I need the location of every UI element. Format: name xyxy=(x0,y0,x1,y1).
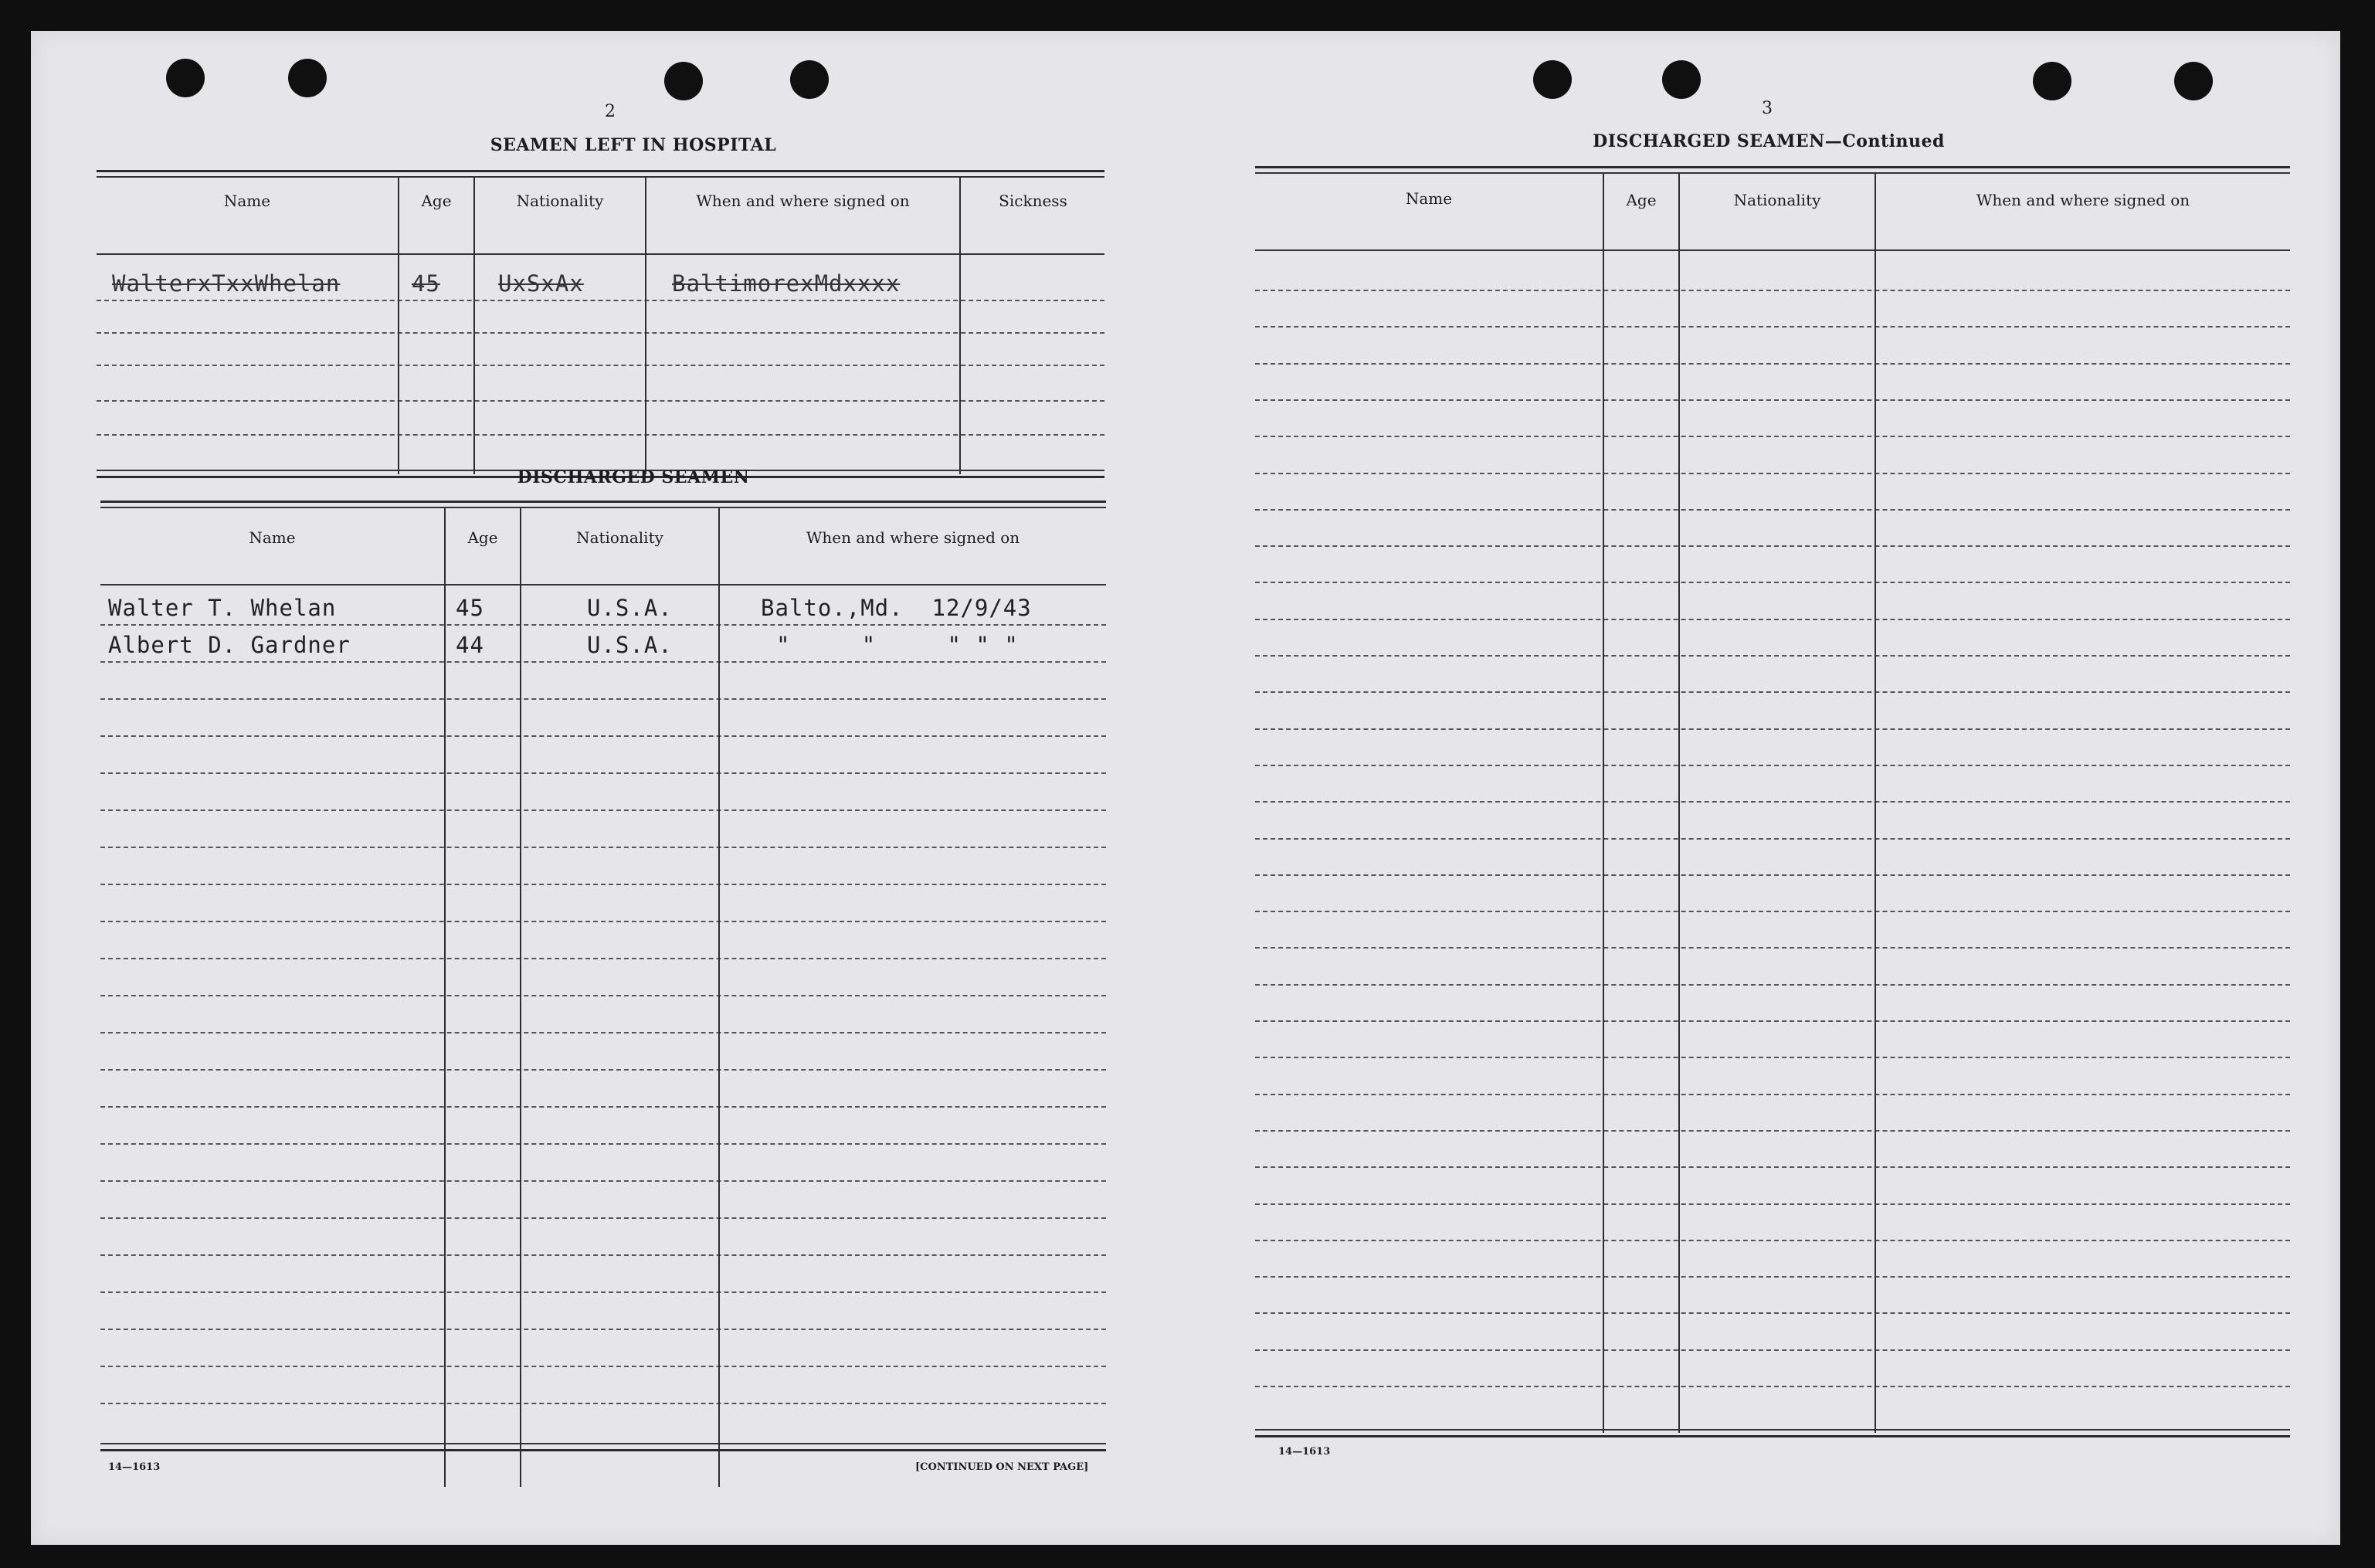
col-header-age: Age xyxy=(1626,191,1657,209)
ruled-line xyxy=(1255,984,2290,986)
ruled-line xyxy=(100,921,1106,922)
hospital-name-cell: WalterxTxxWhelan xyxy=(112,270,341,297)
hospital-signed-on-cell: BaltimorexMdxxxx xyxy=(672,270,901,297)
title-main: DISCHARGED SEAMEN xyxy=(1593,131,1825,151)
col-header-age: Age xyxy=(467,528,498,547)
ruled-line xyxy=(1255,1386,2290,1387)
hospital-table xyxy=(97,170,1104,487)
ruled-line xyxy=(1255,1020,2290,1022)
ruled-line xyxy=(100,1291,1106,1293)
ruled-line xyxy=(1255,619,2290,620)
ruled-line xyxy=(1255,1240,2290,1241)
discharged-row-2-name: Albert D. Gardner xyxy=(108,632,351,658)
ruled-line xyxy=(100,661,1106,663)
col-header-signed-on: When and where signed on xyxy=(696,192,910,210)
col-header-nationality: Nationality xyxy=(1733,191,1821,209)
punch-hole xyxy=(664,62,703,100)
punch-hole xyxy=(2174,62,2213,100)
col-header-name: Name xyxy=(223,192,271,210)
discharged-row-2-age: 44 xyxy=(456,632,484,658)
ruled-line xyxy=(100,958,1106,959)
ruled-line xyxy=(100,1069,1106,1071)
ruled-line xyxy=(100,735,1106,737)
ruled-line xyxy=(100,1366,1106,1367)
discharged-row-2-nationality: U.S.A. xyxy=(587,632,673,658)
ruled-line xyxy=(1255,838,2290,840)
col-header-nationality: Nationality xyxy=(516,192,604,210)
ruled-line xyxy=(100,1329,1106,1330)
page-number: 3 xyxy=(1762,99,1773,118)
col-header-nationality: Nationality xyxy=(576,528,663,547)
col-header-sickness: Sickness xyxy=(999,192,1067,210)
ruled-line xyxy=(1255,326,2290,328)
punch-hole xyxy=(1662,60,1701,99)
punch-hole xyxy=(1533,60,1572,99)
col-header-age: Age xyxy=(421,192,452,210)
ruled-line xyxy=(100,847,1106,848)
form-number: 14—1613 xyxy=(1278,1446,1331,1458)
ruled-line xyxy=(1255,1130,2290,1132)
ruled-line xyxy=(100,1403,1106,1404)
ruled-line xyxy=(1255,399,2290,401)
punch-hole xyxy=(790,60,829,99)
ruled-line xyxy=(1255,691,2290,693)
punch-hole xyxy=(2033,62,2071,100)
ruled-line xyxy=(100,1143,1106,1145)
page-number: 2 xyxy=(605,102,616,121)
punch-hole xyxy=(288,59,327,97)
ruled-line xyxy=(100,1254,1106,1256)
ruled-line xyxy=(100,995,1106,996)
ruled-line xyxy=(1255,545,2290,547)
ruled-line xyxy=(1255,509,2290,511)
ruled-line xyxy=(1255,874,2290,876)
discharged-continued-table xyxy=(1255,166,2290,1471)
hospital-section-title: SEAMEN LEFT IN HOSPITAL xyxy=(490,135,777,155)
col-header-name: Name xyxy=(249,528,296,547)
discharged-row-1-nationality: U.S.A. xyxy=(587,595,673,621)
ruled-line xyxy=(1255,582,2290,583)
ruled-line xyxy=(100,1180,1106,1182)
ruled-line xyxy=(1255,1057,2290,1058)
hospital-age-cell: 45 xyxy=(412,270,440,297)
discharged-row-1-age: 45 xyxy=(456,595,484,621)
ruled-line xyxy=(1255,801,2290,803)
form-number: 14—1613 xyxy=(108,1461,161,1473)
ruled-line xyxy=(100,698,1106,700)
discharged-row-1-signed-on: Balto.,Md. 12/9/43 xyxy=(761,595,1032,621)
ruled-line xyxy=(1255,290,2290,291)
continued-note: [CONTINUED ON NEXT PAGE] xyxy=(915,1461,1089,1473)
ruled-line xyxy=(100,772,1106,774)
ruled-line xyxy=(1255,728,2290,730)
ruled-line xyxy=(100,809,1106,811)
col-header-name: Name xyxy=(1405,189,1453,208)
col-header-signed-on: When and where signed on xyxy=(1976,191,2190,209)
ruled-line xyxy=(100,624,1106,626)
ruled-line xyxy=(1255,765,2290,766)
ruled-line xyxy=(100,884,1106,885)
discharged-continued-title xyxy=(1460,131,2078,151)
discharged-table xyxy=(100,501,1106,1481)
ruled-line xyxy=(1255,363,2290,365)
ruled-line xyxy=(1255,436,2290,437)
ruled-line xyxy=(1255,1203,2290,1205)
col-header-signed-on: When and where signed on xyxy=(806,528,1020,547)
ruled-line xyxy=(100,1217,1106,1219)
discharged-section-title: DISCHARGED SEAMEN xyxy=(517,467,750,487)
ruled-line xyxy=(1255,473,2290,474)
hospital-nationality-cell: UxSxAx xyxy=(498,270,584,297)
ruled-line xyxy=(1255,655,2290,657)
document-sheet xyxy=(31,31,2340,1545)
title-continued: —Continued xyxy=(1824,131,1945,151)
discharged-row-1-name: Walter T. Whelan xyxy=(108,595,337,621)
ruled-line xyxy=(1255,1349,2290,1351)
ruled-line xyxy=(1255,1166,2290,1168)
ruled-line xyxy=(100,1032,1106,1033)
ruled-line xyxy=(1255,911,2290,912)
discharged-row-2-signed-on: " " " " " xyxy=(776,632,1019,658)
punch-hole xyxy=(166,59,205,97)
ruled-line xyxy=(1255,1312,2290,1314)
ruled-line xyxy=(100,1106,1106,1108)
ruled-line xyxy=(1255,1276,2290,1278)
ruled-line xyxy=(1255,947,2290,949)
ruled-line xyxy=(1255,1094,2290,1095)
